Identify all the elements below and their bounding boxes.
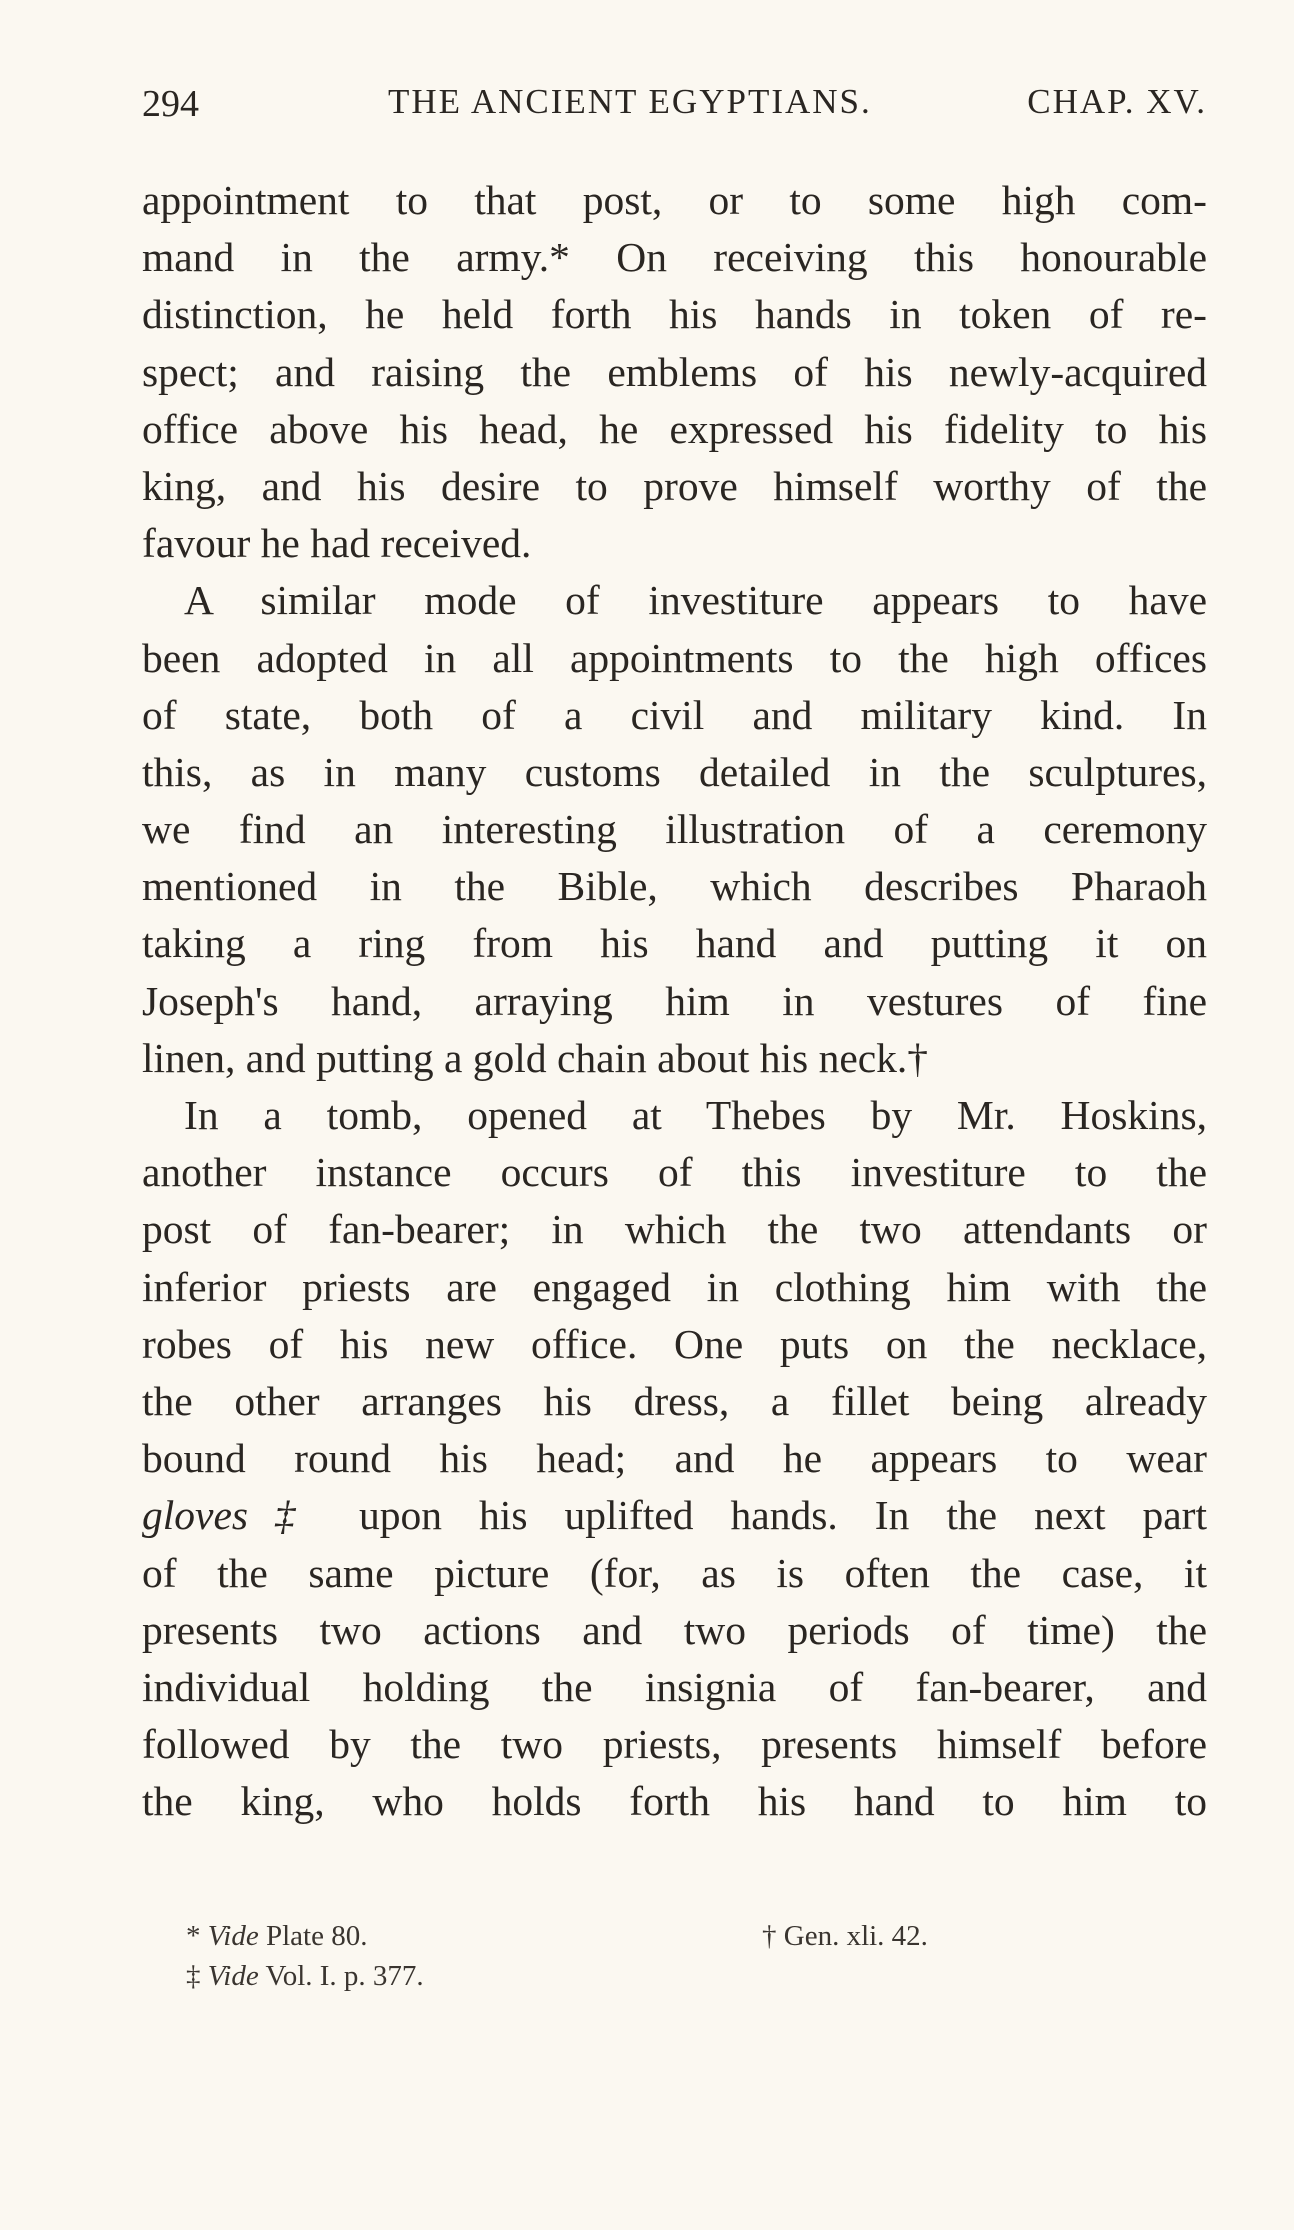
footnote-text: Plate 80. — [266, 1920, 368, 1952]
paragraph-start-line: A similar mode of investiture appears to have — [184, 577, 1207, 624]
text-line: taking a ring from his hand and putting it on — [142, 920, 1207, 967]
footnote-mark: * — [186, 1920, 201, 1952]
text-line: linen, and putting a gold chain about his neck.† — [142, 1034, 929, 1081]
text-line: post of fan-bearer; in which the two attendants or — [142, 1206, 1207, 1253]
text-line: of the same picture (for, as is often the case, it — [142, 1549, 1207, 1596]
footnote-vide: Vide — [207, 1920, 259, 1952]
text-line: the king, who holds forth his hand to him to — [142, 1778, 1207, 1825]
running-title: THE ANCIENT EGYPTIANS. — [388, 82, 872, 121]
text-line: mand in the army.* On receiving this honourable — [142, 234, 1207, 281]
footnote-mark: ‡ — [186, 1960, 201, 1992]
text-line: office above his head, he expressed his fidelity to his — [142, 405, 1207, 452]
text-line-rest: upon his uplifted hands. In the next part — [359, 1492, 1207, 1539]
text-line: mentioned in the Bible, which describes Pharaoh — [142, 863, 1207, 910]
footnote-text: Vol. I. p. 377. — [265, 1960, 424, 1992]
body-text — [142, 172, 1207, 1830]
running-head — [142, 82, 1207, 132]
text-line: robes of his new office. One puts on the necklace, — [142, 1320, 1207, 1367]
footnote-row — [186, 1916, 1086, 1956]
text-line: distinction, he held forth his hands in token of re- — [142, 291, 1207, 338]
text-line: individual holding the insignia of fan-bearer, and — [142, 1663, 1207, 1710]
footnotes — [186, 1916, 1086, 1996]
text-line: this, as in many customs detailed in the sculptures, — [142, 748, 1207, 795]
footnote-asterisk — [186, 1916, 368, 1956]
text-line: Joseph's hand, arraying him in vestures of fine — [142, 977, 1207, 1024]
text-line: bound round his head; and he appears to wear — [142, 1435, 1207, 1482]
page-number: 294 — [142, 83, 199, 125]
text-line: followed by the two priests, presents himself before — [142, 1721, 1207, 1768]
footnote-dagger: † Gen. xli. 42. — [762, 1920, 928, 1952]
text-line: spect; and raising the emblems of his newly-acquired — [142, 348, 1207, 395]
text-line: appointment to that post, or to some high com- — [142, 177, 1207, 223]
italic-word: gloves‡ — [142, 1492, 323, 1539]
footnote-row — [186, 1956, 1086, 1996]
text-line: another instance occurs of this investiture to the — [142, 1149, 1207, 1196]
text-line: favour he had received. — [142, 520, 532, 567]
text-line: inferior priests are engaged in clothing him with the — [142, 1263, 1207, 1310]
text-line: king, and his desire to prove himself worthy of the — [142, 462, 1207, 509]
footnote-double-dagger — [186, 1956, 424, 1996]
text-line: presents two actions and two periods of time) the — [142, 1606, 1207, 1653]
footnote-vide: Vide — [207, 1960, 259, 1992]
text-line: the other arranges his dress, a fillet being already — [142, 1377, 1207, 1424]
text-line-with-italic — [142, 1487, 1207, 1544]
text-line: of state, both of a civil and military kind. In — [142, 691, 1207, 738]
text-line: been adopted in all appointments to the high offices — [142, 634, 1207, 681]
chapter-label: CHAP. XV. — [1027, 82, 1207, 121]
text-line: we find an interesting illustration of a ceremony — [142, 806, 1207, 853]
paragraph-start-line: In a tomb, opened at Thebes by Mr. Hoskins, — [184, 1092, 1207, 1138]
